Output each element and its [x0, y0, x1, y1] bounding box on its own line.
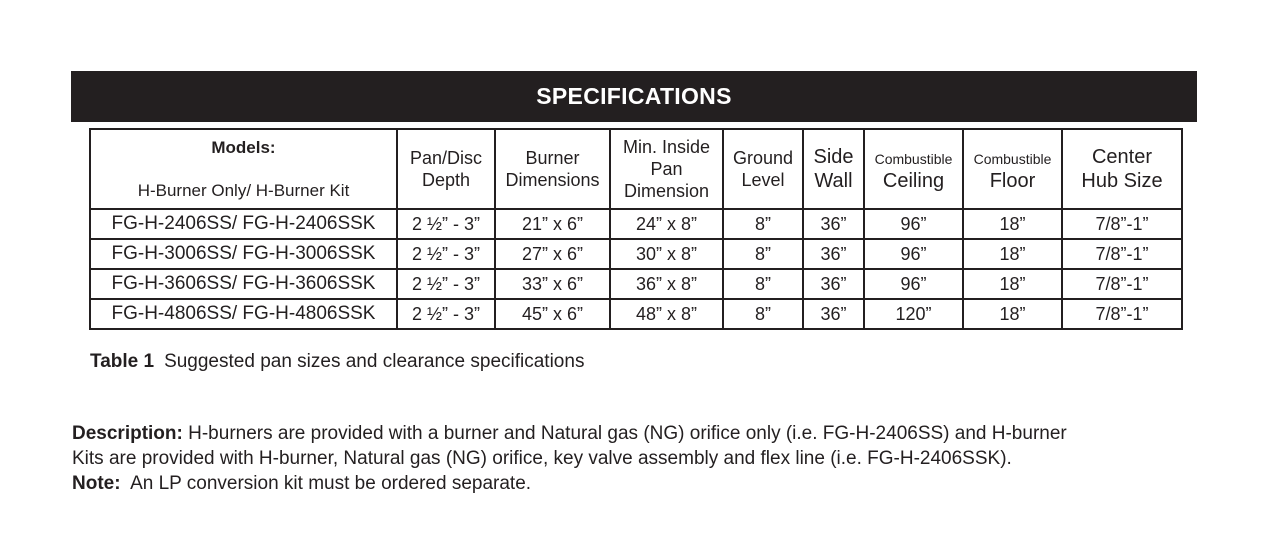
- header-center-hub-size: Center Hub Size: [1062, 129, 1182, 209]
- header-pan-depth: Pan/Disc Depth: [397, 129, 495, 209]
- cell-model: FG-H-3006SS/ FG-H-3006SSK: [90, 239, 397, 269]
- cell-burner-dimensions: 45” x 6”: [495, 299, 610, 329]
- cell-floor: 18”: [963, 209, 1062, 239]
- cell-side-wall: 36”: [803, 269, 864, 299]
- cell-side-wall: 36”: [803, 239, 864, 269]
- models-sublabel: H-Burner Only/ H-Burner Kit: [137, 180, 350, 200]
- table-caption: [90, 351, 584, 373]
- cell-min-inside-pan: 48” x 8”: [610, 299, 723, 329]
- cell-burner-dimensions: 21” x 6”: [495, 209, 610, 239]
- cell-min-inside-pan: 36” x 8”: [610, 269, 723, 299]
- cell-pan-depth: 2 ½” - 3”: [397, 239, 495, 269]
- cell-ceiling: 120”: [864, 299, 963, 329]
- header-combustible-ceiling: Combustible Ceiling: [864, 129, 963, 209]
- cell-hub-size: 7/8”-1”: [1062, 299, 1182, 329]
- cell-pan-depth: 2 ½” - 3”: [397, 299, 495, 329]
- cell-burner-dimensions: 33” x 6”: [495, 269, 610, 299]
- note-label: Note:: [72, 473, 121, 494]
- caption-label: Table 1: [90, 351, 155, 372]
- cell-model: FG-H-4806SS/ FG-H-4806SSK: [90, 299, 397, 329]
- table-row: [90, 239, 1182, 269]
- description-label: Description:: [72, 423, 183, 444]
- cell-ceiling: 96”: [864, 269, 963, 299]
- cell-burner-dimensions: 27” x 6”: [495, 239, 610, 269]
- cell-ground-level: 8”: [723, 209, 803, 239]
- cell-ceiling: 96”: [864, 239, 963, 269]
- header-burner-dimensions: Burner Dimensions: [495, 129, 610, 209]
- cell-model: FG-H-3606SS/ FG-H-3606SSK: [90, 269, 397, 299]
- description-paragraph: [72, 421, 1222, 471]
- note-text: An LP conversion kit must be ordered separate.: [120, 473, 532, 494]
- cell-floor: 18”: [963, 239, 1062, 269]
- note-paragraph: [72, 471, 1222, 496]
- cell-ground-level: 8”: [723, 239, 803, 269]
- models-label: Models:: [211, 137, 276, 157]
- specifications-table: [89, 128, 1183, 330]
- cell-side-wall: 36”: [803, 299, 864, 329]
- cell-side-wall: 36”: [803, 209, 864, 239]
- cell-hub-size: 7/8”-1”: [1062, 239, 1182, 269]
- header-side-wall: Side Wall: [803, 129, 864, 209]
- caption-text: Suggested pan sizes and clearance specifications: [164, 351, 585, 372]
- description-block: [72, 421, 1222, 496]
- cell-floor: 18”: [963, 299, 1062, 329]
- header-min-inside-pan-dimension: Min. Inside Pan Dimension: [610, 129, 723, 209]
- cell-pan-depth: 2 ½” - 3”: [397, 209, 495, 239]
- cell-hub-size: 7/8”-1”: [1062, 209, 1182, 239]
- cell-pan-depth: 2 ½” - 3”: [397, 269, 495, 299]
- cell-hub-size: 7/8”-1”: [1062, 269, 1182, 299]
- table-row: [90, 209, 1182, 239]
- description-text-line2: Kits are provided with H-burner, Natural gas (NG) orifice, key valve assembly and flex line (i.e. FG-H-2406SSK).: [72, 448, 1012, 469]
- description-text-line1: H-burners are provided with a burner and Natural gas (NG) orifice only (i.e. FG-H-2406SS) and H-burner: [182, 423, 1067, 444]
- cell-ground-level: 8”: [723, 269, 803, 299]
- header-combustible-floor: Combustible Floor: [963, 129, 1062, 209]
- table-row: [90, 269, 1182, 299]
- cell-min-inside-pan: 30” x 8”: [610, 239, 723, 269]
- cell-min-inside-pan: 24” x 8”: [610, 209, 723, 239]
- cell-floor: 18”: [963, 269, 1062, 299]
- cell-ceiling: 96”: [864, 209, 963, 239]
- cell-ground-level: 8”: [723, 299, 803, 329]
- specifications-title-bar: [71, 71, 1197, 122]
- table-header-row: [90, 129, 1182, 209]
- cell-model: FG-H-2406SS/ FG-H-2406SSK: [90, 209, 397, 239]
- specifications-title: SPECIFICATIONS: [536, 83, 732, 109]
- header-models: [90, 129, 397, 209]
- table-row: [90, 299, 1182, 329]
- header-ground-level: Ground Level: [723, 129, 803, 209]
